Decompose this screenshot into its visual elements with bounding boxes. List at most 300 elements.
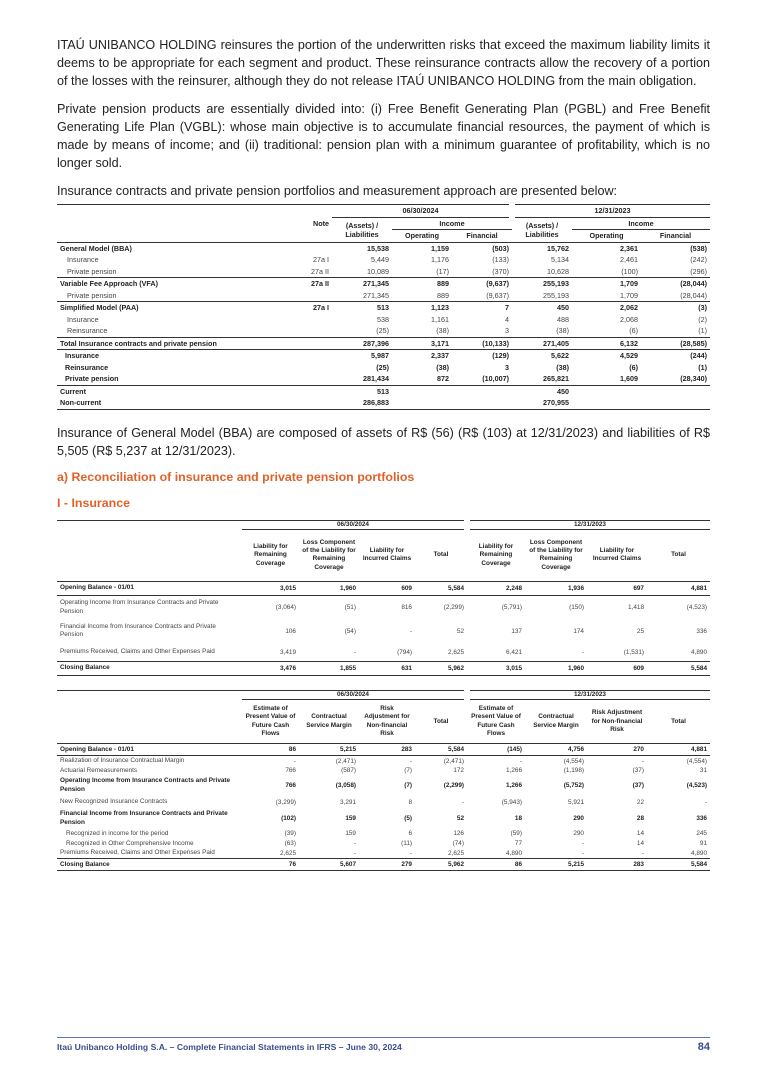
period-header-2024: 06/30/2024 [242, 520, 467, 529]
row-label: Insurance [67, 314, 99, 324]
value-cell: 1,418 [628, 604, 644, 612]
value-cell: 31 [699, 767, 707, 775]
value-cell: (28,585) [641, 337, 710, 350]
value-cell: (133) [492, 255, 509, 265]
value-cell: 872 [437, 374, 449, 384]
row-label: Operating Income from Insurance Contracts and Private Pension [60, 599, 219, 615]
table-row [57, 839, 710, 849]
value-cell: 7 [452, 302, 512, 314]
value-cell: (100) [621, 266, 638, 276]
value-cell: (1) [698, 362, 707, 372]
value-cell: (25) [376, 362, 389, 372]
value-cell: (4,554) [563, 757, 584, 765]
value-cell: 22 [636, 798, 644, 806]
value-cell: 513 [332, 385, 392, 397]
col-csm: Contractual Service Margin [299, 700, 359, 744]
table-row [57, 776, 710, 796]
value-cell: (5,752) [563, 782, 584, 790]
value-cell: 5,987 [371, 351, 389, 361]
value-cell: 5,134 [551, 255, 569, 265]
row-label: Private pension [65, 374, 119, 384]
value-cell: (2,471) [335, 757, 356, 765]
value-cell: 5,921 [568, 798, 584, 806]
value-cell: (6) [629, 362, 638, 372]
note-cell: 27a II [311, 266, 329, 276]
row-label: Opening Balance - 01/01 [57, 581, 242, 595]
value-cell: - [409, 757, 412, 765]
operating-header: Operating [572, 230, 641, 243]
row-label: Insurance [67, 255, 99, 265]
row-label: General Model (BBA) [57, 242, 272, 254]
note-cell [272, 397, 332, 409]
row-label: Premiums Received, Claims and Other Expenses Paid [57, 849, 242, 859]
value-cell: 2,625 [242, 849, 299, 859]
value-cell: (1,198) [563, 767, 584, 775]
value-cell: 281,434 [363, 374, 389, 384]
col-lrc: Liability for Remaining Coverage [242, 529, 299, 581]
value-cell: 1,266 [506, 767, 522, 775]
value-cell: 270,955 [512, 397, 572, 409]
insurance-measurement-table [57, 690, 710, 871]
value-cell: 5,584 [647, 661, 710, 675]
value-cell: 10,628 [547, 266, 569, 276]
value-cell: 3,476 [242, 661, 299, 675]
value-cell [392, 397, 452, 409]
value-cell: 3 [505, 326, 509, 336]
table-row [57, 278, 710, 290]
value-cell: 106 [285, 627, 296, 635]
note-cell: 27a I [313, 255, 329, 265]
table-row [57, 314, 710, 326]
table-row [57, 766, 710, 776]
value-cell [392, 385, 452, 397]
row-label: Premiums Received, Claims and Other Expenses Paid [57, 643, 242, 661]
page-footer [57, 1037, 710, 1053]
value-cell: - [641, 757, 644, 765]
row-label: Opening Balance - 01/01 [57, 744, 242, 756]
value-cell: 1,709 [620, 290, 638, 300]
value-cell: 3 [505, 362, 509, 372]
value-cell: (4,523) [686, 782, 707, 790]
table-row [57, 619, 710, 643]
value-cell: 488 [557, 314, 569, 324]
value-cell: 270 [587, 744, 647, 756]
value-cell: (244) [690, 351, 707, 361]
value-cell: 3,419 [242, 643, 299, 661]
value-cell: 14 [636, 830, 644, 838]
value-cell: (370) [492, 266, 509, 276]
value-cell: 5,622 [551, 351, 569, 361]
row-label: Private pension [67, 266, 117, 276]
value-cell: 609 [587, 661, 647, 675]
value-cell: 5,607 [299, 859, 359, 871]
value-cell [641, 385, 710, 397]
value-cell: (25) [376, 326, 389, 336]
section-heading-insurance: I - Insurance [57, 495, 130, 510]
col-total: Total [415, 529, 467, 581]
table-row [57, 595, 710, 619]
value-cell: 3,171 [392, 337, 452, 350]
table-row [57, 302, 710, 314]
value-cell: 28 [636, 815, 644, 823]
value-cell: (3,058) [335, 782, 356, 790]
table-row [57, 661, 710, 675]
value-cell: 336 [696, 815, 707, 823]
value-cell: 2,625 [415, 643, 467, 661]
note-cell: 27a II [272, 278, 332, 290]
value-cell: (5,943) [501, 798, 522, 806]
col-total: Total [647, 529, 710, 581]
value-cell: 77 [514, 840, 522, 848]
value-cell: 8 [408, 798, 412, 806]
value-cell: 889 [437, 290, 449, 300]
value-cell: (74) [452, 840, 464, 848]
value-cell: 86 [242, 744, 299, 756]
value-cell: (51) [344, 604, 356, 612]
table-row [57, 373, 710, 385]
col-total: Total [415, 700, 467, 744]
value-cell: 265,821 [543, 374, 569, 384]
value-cell: 255,193 [512, 278, 572, 290]
value-cell: - [519, 757, 522, 765]
value-cell: - [461, 798, 464, 806]
value-cell: 5,449 [371, 255, 389, 265]
value-cell: (37) [632, 782, 644, 790]
value-cell: 2,625 [415, 849, 467, 859]
value-cell: 172 [453, 767, 464, 775]
value-cell: (38) [436, 326, 449, 336]
value-cell: - [293, 757, 296, 765]
value-cell: - [704, 798, 707, 806]
value-cell [572, 385, 641, 397]
value-cell: 4,881 [647, 581, 710, 595]
col-lrc: Liability for Remaining Coverage [467, 529, 525, 581]
value-cell: 15,538 [332, 242, 392, 254]
value-cell: 14 [636, 840, 644, 848]
value-cell: - [409, 627, 412, 635]
value-cell: (17) [436, 266, 449, 276]
value-cell: 2,337 [431, 351, 449, 361]
section-heading-reconciliation: a) Reconciliation of insurance and private pension portfolios [57, 469, 415, 484]
value-cell: (9,637) [486, 290, 509, 300]
value-cell: (587) [341, 767, 356, 775]
value-cell: 5,584 [415, 744, 467, 756]
value-cell: (1,531) [587, 643, 647, 661]
value-cell: 816 [401, 604, 412, 612]
note-cell [272, 373, 332, 385]
value-cell: 1,855 [299, 661, 359, 675]
row-label: Closing Balance [57, 859, 242, 871]
page-number: 84 [697, 1041, 710, 1053]
value-cell [641, 397, 710, 409]
table-row [57, 756, 710, 766]
note-cell: 27a I [272, 302, 332, 314]
value-cell: 15,762 [512, 242, 572, 254]
financial-header: Financial [452, 230, 512, 243]
row-label: Financial Income from Insurance Contracts and Private Pension [60, 623, 216, 639]
value-cell: (7) [404, 782, 412, 790]
value-cell: 1,960 [525, 661, 587, 675]
value-cell: (6) [629, 326, 638, 336]
col-loss-component: Loss Component of the Liability for Remaining Coverage [525, 529, 587, 581]
note-cell [272, 362, 332, 374]
value-cell: 2,068 [620, 314, 638, 324]
note-cell [272, 314, 332, 326]
value-cell: 538 [377, 314, 389, 324]
value-cell: (145) [467, 744, 525, 756]
value-cell: 1,709 [572, 278, 641, 290]
col-risk-adjustment: Risk Adjustment for Non-financial Risk [587, 700, 647, 744]
value-cell: (503) [452, 242, 512, 254]
value-cell: - [525, 849, 587, 859]
value-cell: (28,044) [641, 278, 710, 290]
col-risk-adjustment: Risk Adjustment for Non-financial Risk [359, 700, 415, 744]
value-cell: (28,340) [680, 374, 707, 384]
row-label: Financial Income from Insurance Contracts and Private Pension [60, 810, 228, 826]
row-label: Private pension [67, 290, 117, 300]
row-label: Variable Fee Approach (VFA) [57, 278, 272, 290]
value-cell: (1) [698, 326, 707, 336]
table-row [57, 337, 710, 350]
row-label: Reinsurance [67, 326, 108, 336]
value-cell: 4 [505, 314, 509, 324]
note-cell [272, 350, 332, 362]
table-row [57, 581, 710, 595]
value-cell: 255,193 [543, 290, 569, 300]
value-cell [572, 397, 641, 409]
value-cell: 283 [359, 744, 415, 756]
assets-header: (Assets) / Liabilities [345, 220, 379, 239]
value-cell: (10,133) [452, 337, 512, 350]
value-cell: (59) [510, 830, 522, 838]
value-cell: 52 [456, 815, 464, 823]
value-cell: 2,361 [572, 242, 641, 254]
note-header: Note [313, 219, 329, 228]
value-cell: - [587, 849, 647, 859]
value-cell: (39) [284, 830, 296, 838]
col-loss-component: Loss Component of the Liability for Remaining Coverage [299, 529, 359, 581]
value-cell: 1,266 [506, 782, 522, 790]
value-cell: 1,161 [431, 314, 449, 324]
value-cell: 766 [285, 782, 296, 790]
value-cell: (242) [690, 255, 707, 265]
row-label: Total Insurance contracts and private pension [57, 337, 272, 350]
value-cell: (3) [641, 302, 710, 314]
value-cell: 4,756 [525, 744, 587, 756]
value-cell: 1,936 [525, 581, 587, 595]
income-header: Income [572, 217, 710, 230]
col-lic: Liability for Incurred Claims [587, 529, 647, 581]
footer-text: Itaú Unibanco Holding S.A. – Complete Financial Statements in IFRS – June 30, 2024 [57, 1042, 402, 1052]
value-cell: 286,883 [332, 397, 392, 409]
table-row [57, 849, 710, 859]
value-cell: 5,962 [415, 661, 467, 675]
table-row [57, 829, 710, 839]
row-label: Reinsurance [65, 362, 109, 372]
value-cell: (150) [569, 604, 584, 612]
value-cell: 5,215 [299, 744, 359, 756]
value-cell: 450 [512, 302, 572, 314]
value-cell: (296) [690, 266, 707, 276]
value-cell: 279 [359, 859, 415, 871]
value-cell: (9,637) [452, 278, 512, 290]
value-cell: 697 [587, 581, 647, 595]
value-cell: (538) [641, 242, 710, 254]
value-cell: 290 [573, 830, 584, 838]
value-cell: (4,523) [686, 604, 707, 612]
value-cell: 5,215 [525, 859, 587, 871]
value-cell: 2,062 [572, 302, 641, 314]
value-cell: 4,890 [647, 643, 710, 661]
table-row [57, 290, 710, 302]
value-cell: 6,421 [467, 643, 525, 661]
value-cell: (38) [556, 326, 569, 336]
paragraph-private-pension: Private pension products are essentially divided into: (i) Free Benefit Generating Plan (PGBL) and Free Benefit Generating Life Plan (VGBL): whose main objective is to accumulate financial resources, the payment of which is made by means of income; and (ii) traditional: pension plan with a minimum guarantee of profitability, which is no longer sold. [57, 102, 710, 170]
operating-header: Operating [392, 230, 452, 243]
value-cell: - [359, 849, 415, 859]
value-cell: 5,962 [415, 859, 467, 871]
value-cell: 6 [408, 830, 412, 838]
note-cell [272, 337, 332, 350]
table-row [57, 643, 710, 661]
row-label: Insurance [65, 351, 99, 361]
value-cell: 3,015 [467, 661, 525, 675]
note-cell [272, 242, 332, 254]
value-cell: 10,089 [367, 266, 389, 276]
paragraph-reinsurance: ITAÚ UNIBANCO HOLDING reinsures the portion of the underwritten risks that exceed the maximum liability limits it deems to be appropriate for each segment and product. These reinsurance contracts allow the recovery of a portion of the losses with the reinsurer, although they do not release ITAÚ UNIBANCO HOLDING from the main obligation. [57, 38, 710, 88]
value-cell: 86 [467, 859, 525, 871]
value-cell: 287,396 [332, 337, 392, 350]
value-cell: 2,248 [467, 581, 525, 595]
row-label: Actuarial Remeasurements [60, 766, 138, 774]
value-cell: 6,132 [572, 337, 641, 350]
value-cell: (63) [284, 840, 296, 848]
value-cell: 1,960 [299, 581, 359, 595]
value-cell [452, 385, 512, 397]
table-row [57, 385, 710, 397]
value-cell: - [581, 840, 584, 848]
value-cell: (38) [436, 362, 449, 372]
value-cell: (129) [492, 351, 509, 361]
value-cell: 159 [345, 815, 356, 823]
table-row [57, 254, 710, 266]
value-cell: (38) [556, 362, 569, 372]
period-header-2023: 12/31/2023 [467, 690, 710, 699]
value-cell: 1,159 [392, 242, 452, 254]
value-cell: (11) [401, 840, 412, 848]
col-pvfcf: Estimate of Present Value of Future Cash Flows [242, 700, 299, 744]
value-cell: 766 [285, 767, 296, 775]
period-header-2023: 12/31/2023 [512, 205, 710, 218]
value-cell: (102) [281, 815, 296, 823]
period-header-2024: 06/30/2024 [332, 205, 512, 218]
table-row [57, 859, 710, 871]
value-cell: - [525, 643, 587, 661]
table-row [57, 362, 710, 374]
period-header-2023: 12/31/2023 [467, 520, 710, 529]
table-row [57, 325, 710, 337]
value-cell: 290 [573, 815, 584, 823]
value-cell: (5) [404, 815, 412, 823]
page-content [57, 36, 710, 871]
value-cell: 159 [345, 830, 356, 838]
portfolio-table [57, 204, 710, 410]
value-cell: (7) [404, 767, 412, 775]
value-cell: 3,291 [340, 798, 356, 806]
paragraph-bba-composition: Insurance of General Model (BBA) are composed of assets of R$ (56) (R$ (103) at 12/31/2023) and liabilities of R$ 5,505 (R$ 5,237 at 12/31/2023). [57, 425, 710, 458]
value-cell: 1,123 [392, 302, 452, 314]
value-cell: (3,299) [275, 798, 296, 806]
value-cell: 336 [696, 627, 707, 635]
value-cell: 1,176 [431, 255, 449, 265]
value-cell: (794) [359, 643, 415, 661]
table-row [57, 796, 710, 809]
col-csm: Contractual Service Margin [525, 700, 587, 744]
note-cell [272, 290, 332, 302]
insurance-reconciliation-table [57, 520, 710, 676]
value-cell: 5,584 [647, 859, 710, 871]
value-cell: (5,791) [501, 604, 522, 612]
value-cell: (28,044) [680, 290, 707, 300]
table-row [57, 242, 710, 254]
row-label: Simplified Model (PAA) [57, 302, 272, 314]
value-cell: 5,584 [415, 581, 467, 595]
col-pvfcf: Estimate of Present Value of Future Cash Flows [467, 700, 525, 744]
value-cell: 137 [511, 627, 522, 635]
col-lic: Liability for Incurred Claims [359, 529, 415, 581]
value-cell: 271,345 [332, 278, 392, 290]
value-cell: 609 [359, 581, 415, 595]
value-cell: (2,299) [443, 604, 464, 612]
value-cell: 126 [453, 830, 464, 838]
value-cell: 271,405 [512, 337, 572, 350]
table-row [57, 397, 710, 409]
row-label: Recognized in Other Comprehensive Income [66, 839, 194, 847]
value-cell: (3,064) [275, 604, 296, 612]
value-cell: 889 [392, 278, 452, 290]
note-cell [272, 385, 332, 397]
value-cell: 4,529 [620, 351, 638, 361]
value-cell: 513 [332, 302, 392, 314]
value-cell: (2) [698, 314, 707, 324]
value-cell: 76 [242, 859, 299, 871]
table-row [57, 809, 710, 829]
table-row [57, 744, 710, 756]
value-cell: - [353, 840, 356, 848]
row-label: Recognized in income for the period [66, 829, 169, 837]
value-cell: 1,609 [620, 374, 638, 384]
value-cell: 174 [573, 627, 584, 635]
table-row [57, 266, 710, 278]
row-label: Current [57, 385, 272, 397]
table-row [57, 350, 710, 362]
paragraph-portfolios-intro: Insurance contracts and private pension portfolios and measurement approach are presented below: [57, 184, 618, 198]
value-cell: 52 [456, 627, 464, 635]
value-cell: 25 [636, 627, 644, 635]
value-cell: 283 [587, 859, 647, 871]
financial-header: Financial [641, 230, 710, 243]
value-cell: (4,554) [686, 757, 707, 765]
value-cell: (10,007) [482, 374, 509, 384]
value-cell: 245 [696, 830, 707, 838]
value-cell: 4,890 [467, 849, 525, 859]
value-cell: 3,015 [242, 581, 299, 595]
value-cell: 4,881 [647, 744, 710, 756]
value-cell: 4,890 [647, 849, 710, 859]
income-header: Income [392, 217, 512, 230]
value-cell: (2,299) [443, 782, 464, 790]
period-header-2024: 06/30/2024 [242, 690, 467, 699]
